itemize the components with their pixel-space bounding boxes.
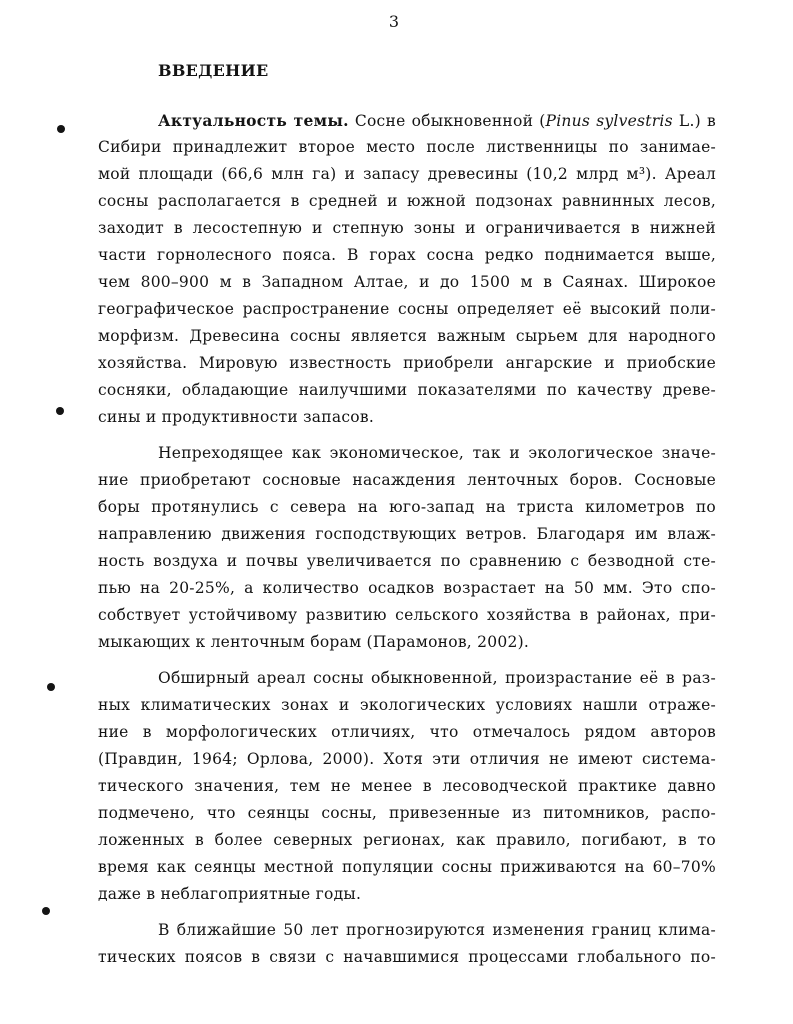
text-line: Обширный ареал сосны обыкновенной, произрастание её в раз- bbox=[158, 669, 716, 687]
margin-dot-mark bbox=[57, 125, 65, 133]
paragraph-1-first-line bbox=[98, 107, 716, 134]
text-line: тического значения, тем не менее в лесоводческой практике давно bbox=[98, 777, 716, 795]
text-line: сины и продуктивности запасов. bbox=[98, 408, 375, 426]
margin-dot-mark bbox=[42, 907, 50, 915]
text-line: ложенных в более северных регионах, как правило, погибают, в то bbox=[98, 831, 716, 849]
text-line: сосняки, обладающие наилучшими показателями по качеству древе- bbox=[98, 381, 716, 399]
lead-phrase: Актуальность темы. bbox=[158, 111, 349, 130]
text-line: тических поясов в связи с начавшимися процессами глобального по- bbox=[98, 948, 716, 966]
text-line: направлению движения господствующих ветров. Благодаря им влаж- bbox=[98, 525, 716, 543]
text-line: чем 800–900 м в Западном Алтае, и до 1500 м в Саянах. Широкое bbox=[98, 273, 716, 291]
text-line: даже в неблагоприятные годы. bbox=[98, 885, 362, 903]
text-line: подмечено, что сеянцы сосны, привезенные из питомников, распо- bbox=[98, 804, 716, 822]
text-line: ных климатических зонах и экологических условиях нашли отраже- bbox=[98, 696, 716, 714]
paragraph-gap bbox=[98, 656, 716, 665]
text-line: географическое распространение сосны определяет её высокий поли- bbox=[98, 300, 716, 318]
text-line: морфизм. Древесина сосны является важным сырьем для народного bbox=[98, 327, 716, 345]
text-line: ние в морфологических отличиях, что отмечалось рядом авторов bbox=[98, 723, 716, 741]
margin-dot-mark bbox=[47, 683, 55, 691]
text-line: собствует устойчивому развитию сельского хозяйства в районах, при- bbox=[98, 606, 716, 624]
text-line: Непреходящее как экономическое, так и экологическое значе- bbox=[158, 444, 716, 462]
text-line: пью на 20-25%, а количество осадков возрастает на 50 мм. Это спо- bbox=[98, 579, 716, 597]
text-line: боры протянулись с севера на юго-запад на триста километров по bbox=[98, 498, 716, 516]
page-number: 3 bbox=[388, 12, 400, 31]
text-line: мой площади (66,6 млн га) и запасу древесины (10,2 млрд м³). Ареал bbox=[98, 165, 716, 183]
latin-species-name: Pinus sylvestris bbox=[545, 112, 673, 130]
text-line: В ближайшие 50 лет прогнозируются изменения границ клима- bbox=[158, 921, 716, 939]
text-line: ность воздуха и почвы увеличивается по сравнению с безводной сте- bbox=[98, 552, 716, 570]
text-line: (Правдин, 1964; Орлова, 2000). Хотя эти отличия не имеют система- bbox=[98, 750, 716, 768]
text-line: заходит в лесостепную и степную зоны и ограничивается в нижней bbox=[98, 219, 716, 237]
text-line: части горнолесного пояса. В горах сосна редко поднимается выше, bbox=[98, 246, 716, 264]
margin-dot-mark bbox=[56, 407, 64, 415]
text-line: хозяйства. Мировую известность приобрели ангарские и приобские bbox=[98, 354, 716, 372]
text-span: L.) в bbox=[672, 112, 716, 130]
text-line: мыкающих к ленточным борам (Парамонов, 2002). bbox=[98, 633, 530, 651]
text-line: время как сеянцы местной популяции сосны приживаются на 60–70% bbox=[98, 858, 716, 876]
paragraph-gap bbox=[98, 431, 716, 440]
text-line: Сибири принадлежит второе место после лиственницы по занимае- bbox=[98, 138, 716, 156]
text-span: Сосне обыкновенной ( bbox=[348, 112, 546, 130]
paragraph-gap bbox=[98, 908, 716, 917]
text-line: сосны располагается в средней и южной подзонах равнинных лесов, bbox=[98, 192, 716, 210]
page-heading: ВВЕДЕНИЕ bbox=[158, 61, 269, 80]
text-line: ние приобретают сосновые насаждения ленточных боров. Сосновые bbox=[98, 471, 716, 489]
body-text bbox=[98, 107, 716, 971]
